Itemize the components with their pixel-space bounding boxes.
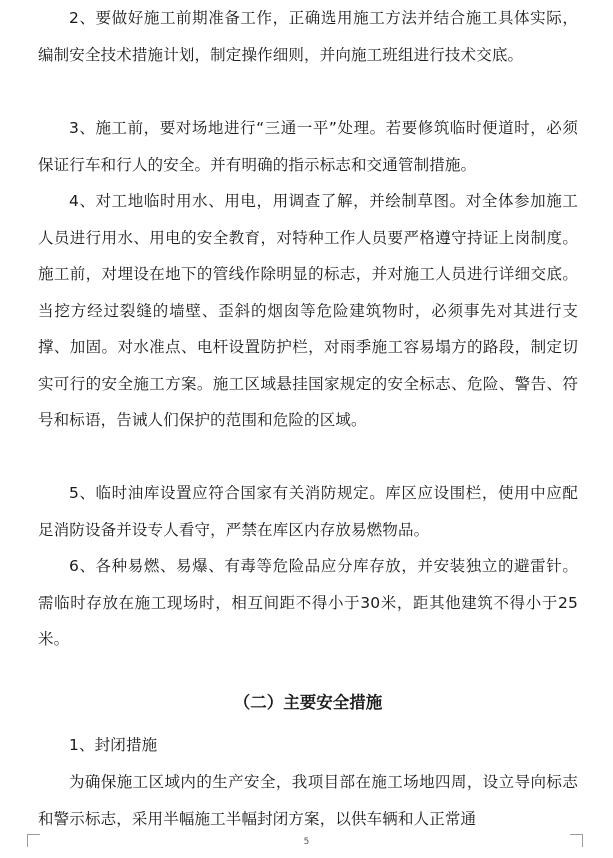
paragraph-item-4: 4、对工地临时用水、用电，用调查了解，并绘制草图。对全体参加施工人员进行用水、用电的安全教育，对特种工作人员要严格遵守持证上岗制度。施工前，对埋设在地下的管线作除明显的标志，并对施工人员进行详细交底。当挖方经过裂缝的墙壁、歪斜的烟囱等危险建筑物时，必须事先对其进行支撑、加固。对水准点、电杆设置防护栏，对雨季施工容易塌方的路段，制定切实可行的安全施工方案。施工区域悬挂国家规定的安全标志、危险、警告、符号和标语，告诫人们保护的范围和危险的区域。: [38, 192, 578, 429]
subsection-paragraph: 为确保施工区域内的生产安全，我项目部在施工场地四周，设立导向标志和警示标志，采用半幅施工半幅封闭方案，以供车辆和人正常通: [38, 773, 578, 828]
page-number: 5: [303, 837, 310, 847]
subsection-title: 1、封闭措施: [69, 736, 158, 754]
paragraph-item-2: 2、要做好施工前期准备工作，正确选用施工方法并结合施工具体实际，编制安全技术措施计划，制定操作细则，并向施工班组进行技术交底。: [38, 9, 578, 64]
paragraph-item-3: 3、施工前，要对场地进行“三通一平”处理。若要修筑临时便道时，必须保证行车和行人的安全。并有明确的指示标志和交通管制措施。: [38, 119, 578, 174]
paragraph-item-5: 5、临时油库设置应符合国家有关消防规定。库区应设围栏，使用中应配足消防设备并设专人看守，严禁在库区内存放易燃物品。: [38, 484, 578, 539]
section-heading: （二）主要安全措施: [233, 693, 383, 712]
paragraph-item-6: 6、各种易燃、易爆、有毒等危险品应分库存放，并安装独立的避雷针。需临时存放在施工现场时，相互间距不得小于30米，距其他建筑不得小于25米。: [38, 557, 578, 648]
